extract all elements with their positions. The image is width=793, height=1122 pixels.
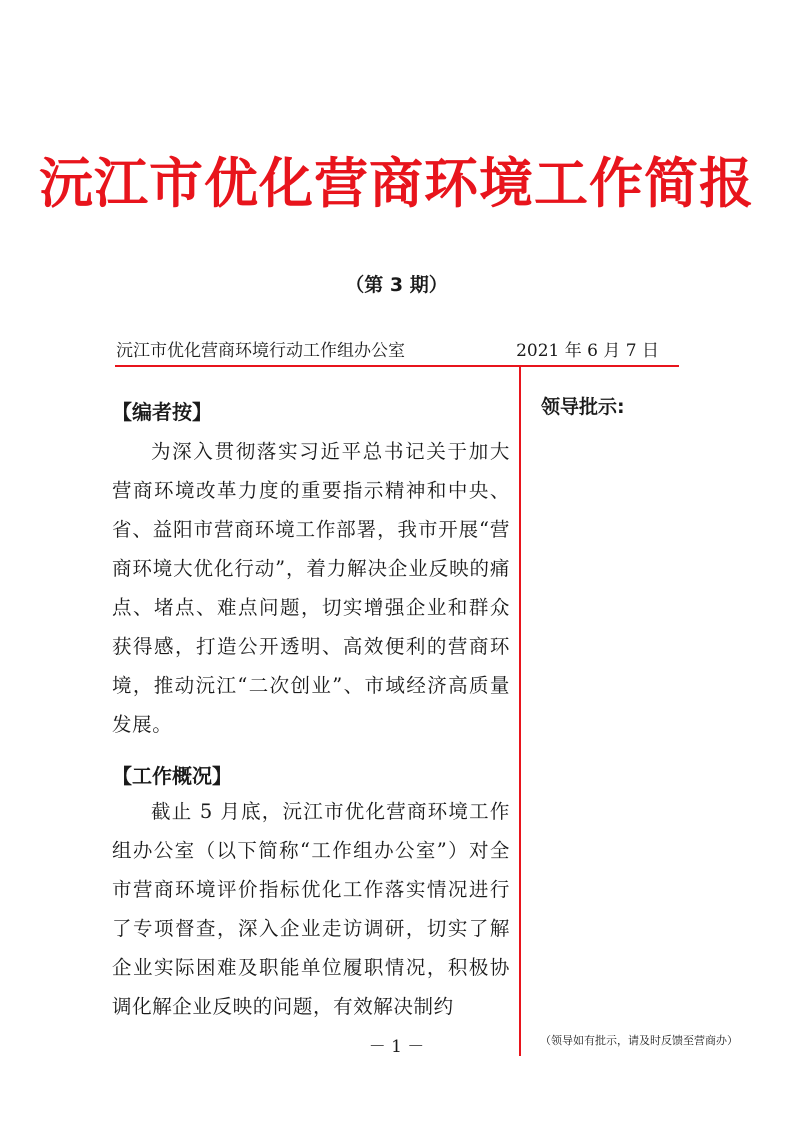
leader-instructions-label: 领导批示: (541, 396, 625, 418)
bulletin-title: 沅江市优化营商环境工作简报 (39, 151, 754, 215)
overview-heading: 【工作概况】 (112, 764, 232, 788)
issue-number: （第 3 期） (345, 274, 448, 296)
issuing-organization: 沅江市优化营商环境行动工作组办公室 (116, 341, 405, 361)
header-divider (115, 365, 679, 367)
editor-note-body: 为深入贯彻落实习近平总书记关于加大营商环境改革力度的重要指示精神和中央、省、益阳市营商环境工作部署，我市开展“营商环境大优化行动”，着力解决企业反映的痛点、堵点、难点问题，切实增强企业和群众获得感，打造公开透明、高效便利的营商环境，推动沅江“二次创业”、市域经济高质量发展。 (112, 440, 510, 736)
editor-note-heading: 【编者按】 (112, 400, 212, 424)
issue-date: 2021 年 6 月 7 日 (516, 341, 659, 361)
column-divider (519, 366, 521, 1056)
overview-body: 截止 5 月底，沅江市优化营商环境工作组办公室（以下简称“工作组办公室”）对全市营商环境评价指标优化工作落实情况进行了专项督查，深入企业走访调研，切实了解企业实际困难及职能单位履职情况，积极协调化解企业反映的问题，有效解决制约 (112, 800, 510, 1018)
sidebar-footnote: （领导如有批示，请及时反馈至营商办） (540, 1034, 738, 1047)
page-number: － 1 － (368, 1037, 425, 1057)
